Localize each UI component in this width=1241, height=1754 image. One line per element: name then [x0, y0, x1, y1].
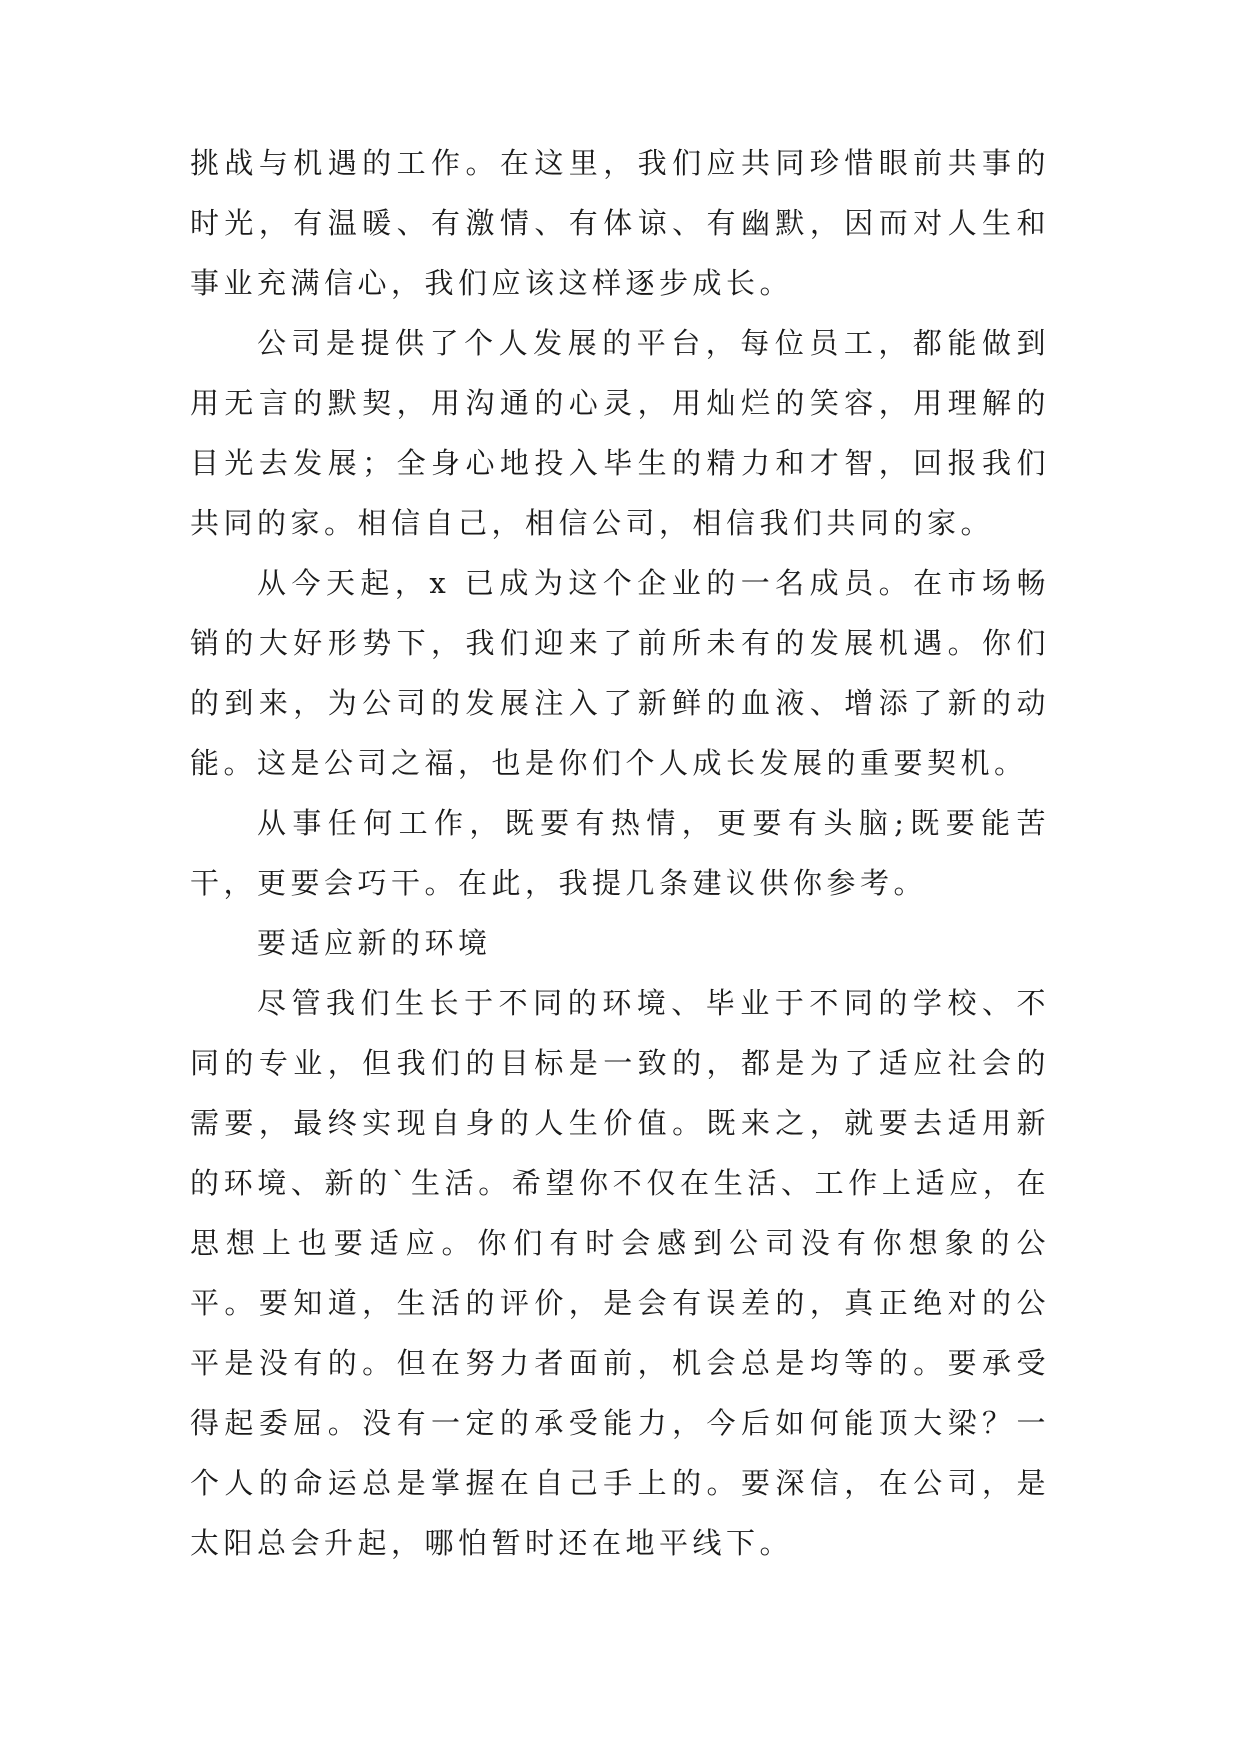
section-heading: 要适应新的环境	[257, 926, 492, 960]
paragraph-4: 从事任何工作，既要有热情，更要有头脑;既要能苦干，更要会巧干。在此，我提几条建议供你参考。	[190, 806, 1050, 900]
paragraph-2: 公司是提供了个人发展的平台，每位员工，都能做到用无言的默契，用沟通的心灵，用灿烂的笑容，用理解的目光去发展；全身心地投入毕生的精力和才智，回报我们共同的家。相信自己，相信公司，相信我们共同的家。	[190, 326, 1050, 540]
document-body	[190, 133, 1050, 1573]
paragraph-3: 从今天起，x 已成为这个企业的一名成员。在市场畅销的大好形势下，我们迎来了前所未有的发展机遇。你们的到来，为公司的发展注入了新鲜的血液、增添了新的动能。这是公司之福，也是你们个人成长发展的重要契机。	[190, 566, 1050, 780]
paragraph-1: 挑战与机遇的工作。在这里，我们应共同珍惜眼前共事的时光，有温暖、有激情、有体谅、有幽默，因而对人生和事业充满信心，我们应该这样逐步成长。	[190, 146, 1050, 300]
paragraph-5: 尽管我们生长于不同的环境、毕业于不同的学校、不同的专业，但我们的目标是一致的，都是为了适应社会的需要，最终实现自身的人生价值。既来之，就要去适用新的环境、新的`生活。希望你不仅在生活、工作上适应，在思想上也要适应。你们有时会感到公司没有你想象的公平。要知道，生活的评价，是会有误差的，真正绝对的公平是没有的。但在努力者面前，机会总是均等的。要承受得起委屈。没有一定的承受能力，今后如何能顶大梁？一个人的命运总是掌握在自己手上的。要深信，在公司，是太阳总会升起，哪怕暂时还在地平线下。	[190, 986, 1050, 1560]
